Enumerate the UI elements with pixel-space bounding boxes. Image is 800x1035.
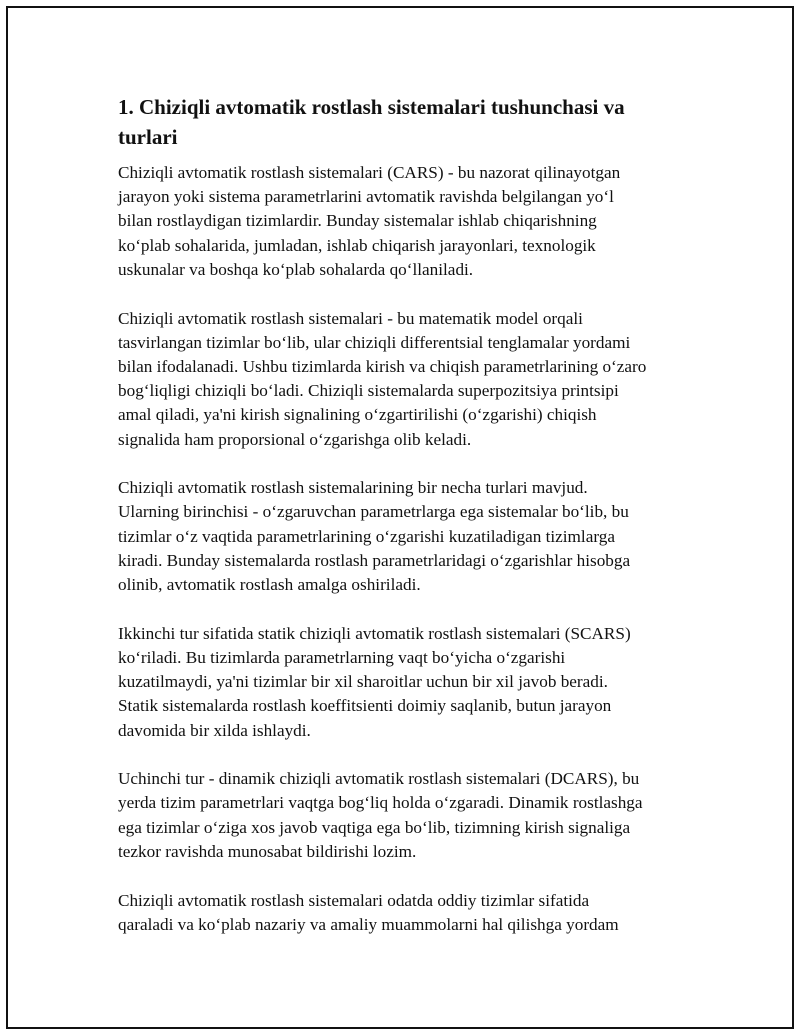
title-line: 1. Chiziqli avtomatik rostlash sistemalari tushunchasi va	[118, 95, 625, 119]
text-line: olinib, avtomatik rostlash amalga oshiriladi.	[118, 575, 421, 595]
paragraph-3	[118, 476, 693, 597]
text-line: davomida bir xilda ishlaydi.	[118, 720, 311, 740]
text-line: tizimlar oʻz vaqtida parametrlarining oʻzgarishi kuzatiladigan tizimlarga	[118, 526, 615, 546]
text-line: tezkor ravishda munosabat bildirishi lozim.	[118, 841, 417, 861]
text-line: Uchinchi tur - dinamik chiziqli avtomatik rostlash sistemalari (DCARS), bu	[118, 769, 640, 789]
text-line: Statik sistemalarda rostlash koeffitsienti doimiy saqlanib, butun jarayon	[118, 696, 612, 716]
paragraph-2	[118, 307, 693, 452]
text-line: koʻriladi. Bu tizimlarda parametrlarning vaqt boʻyicha oʻzgarishi	[118, 647, 566, 667]
text-line: qaraladi va koʻplab nazariy va amaliy muammolarni hal qilishga yordam	[118, 914, 619, 934]
text-line: amal qiladi, ya'ni kirish signalining oʻzgartirilishi (oʻzgarishi) chiqish	[118, 405, 597, 425]
document-body	[118, 92, 693, 961]
text-line: uskunalar va boshqa koʻplab sohalarda qoʻllaniladi.	[118, 259, 474, 279]
text-line: bilan ifodalanadi. Ushbu tizimlarda kirish va chiqish parametrlarining oʻzaro	[118, 356, 647, 376]
paragraph-5	[118, 767, 693, 864]
paragraph-6	[118, 889, 693, 937]
title-line: turlari	[118, 125, 178, 149]
text-line: kuzatilmaydi, ya'ni tizimlar bir xil sharoitlar uchun bir xil javob beradi.	[118, 672, 608, 692]
text-line: Chiziqli avtomatik rostlash sistemalari - bu matematik model orqali	[118, 308, 583, 328]
section-title	[118, 92, 693, 152]
text-line: koʻplab sohalarida, jumladan, ishlab chiqarish jarayonlari, texnologik	[118, 235, 596, 255]
text-line: tasvirlangan tizimlar boʻlib, ular chiziqli differentsial tenglamalar yordami	[118, 332, 631, 352]
text-line: signalida ham proporsional oʻzgarishga olib keladi.	[118, 429, 472, 449]
text-line: Chiziqli avtomatik rostlash sistemalarining bir necha turlari mavjud.	[118, 478, 588, 498]
text-line: Ularning birinchisi - oʻzgaruvchan parametrlarga ega sistemalar boʻlib, bu	[118, 502, 629, 522]
text-line: Ikkinchi tur sifatida statik chiziqli avtomatik rostlash sistemalari (SCARS)	[118, 623, 631, 643]
paragraph-1	[118, 161, 693, 282]
text-line: bogʻliqligi chiziqli boʻladi. Chiziqli sistemalarda superpozitsiya printsipi	[118, 381, 619, 401]
text-line: Chiziqli avtomatik rostlash sistemalari (CARS) - bu nazorat qilinayotgan	[118, 163, 621, 182]
text-line: jarayon yoki sistema parametrlarini avtomatik ravishda belgilangan yoʻl	[118, 187, 614, 207]
text-line: Chiziqli avtomatik rostlash sistemalari odatda oddiy tizimlar sifatida	[118, 890, 590, 910]
text-line: yerda tizim parametrlari vaqtga bogʻliq holda oʻzgaradi. Dinamik rostlashga	[118, 793, 643, 813]
text-line: ega tizimlar oʻziga xos javob vaqtiga ega boʻlib, tizimning kirish signaliga	[118, 817, 631, 837]
text-line: kiradi. Bunday sistemalarda rostlash parametrlaridagi oʻzgarishlar hisobga	[118, 550, 631, 570]
paragraph-4	[118, 622, 693, 743]
text-line: bilan rostlaydigan tizimlardir. Bunday sistemalar ishlab chiqarishning	[118, 211, 597, 231]
